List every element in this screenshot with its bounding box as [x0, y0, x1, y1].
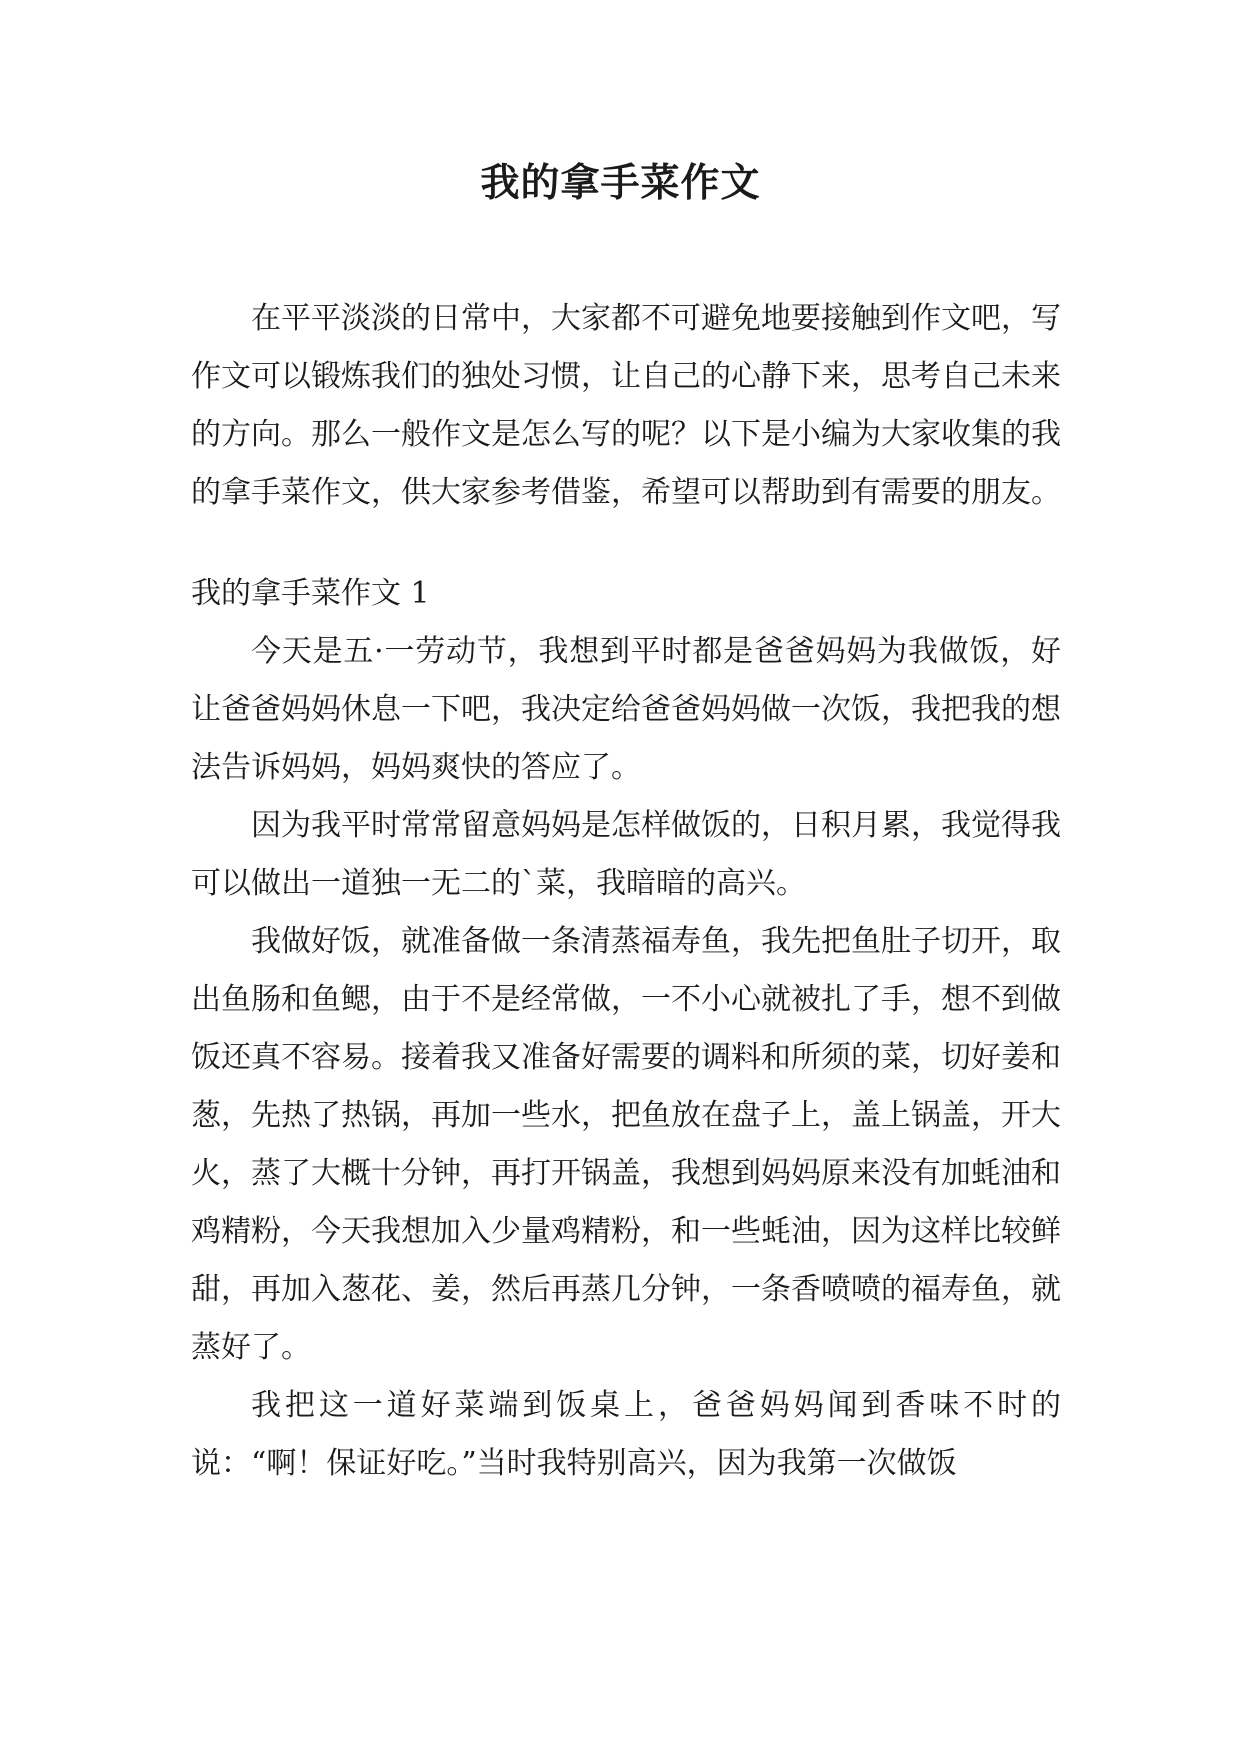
intro-paragraph: 在平平淡淡的日常中，大家都不可避免地要接触到作文吧，写作文可以锻炼我们的独处习惯，让自己的心静下来，思考自己未来的方向。那么一般作文是怎么写的呢？以下是小编为大家收集的我的拿手菜作文，供大家参考借鉴，希望可以帮助到有需要的朋友。 — [191, 301, 1061, 510]
body-paragraph: 我把这一道好菜端到饭桌上，爸爸妈妈闻到香味不时的说：“啊！保证好吃。”当时我特别高兴，因为我第一次做饭 — [191, 1388, 1061, 1481]
document-body — [191, 290, 1061, 1493]
section-heading: 我的拿手菜作文 1 — [191, 576, 430, 611]
body-paragraph: 因为我平时常常留意妈妈是怎样做饭的，日积月累，我觉得我可以做出一道独一无二的`菜，我暗暗的高兴。 — [191, 808, 1061, 901]
section-gap — [191, 522, 1061, 565]
body-paragraph: 今天是五·一劳动节，我想到平时都是爸爸妈妈为我做饭，好让爸爸妈妈休息一下吧，我决定给爸爸妈妈做一次饭，我把我的想法告诉妈妈，妈妈爽快的答应了。 — [191, 634, 1061, 785]
document-title: 我的拿手菜作文 — [480, 160, 761, 206]
body-paragraph: 我做好饭，就准备做一条清蒸福寿鱼，我先把鱼肚子切开，取出鱼肠和鱼鳃，由于不是经常做，一不小心就被扎了手，想不到做饭还真不容易。接着我又准备好需要的调料和所须的菜，切好姜和葱，先热了热锅，再加一些水，把鱼放在盘子上，盖上锅盖，开大火，蒸了大概十分钟，再打开锅盖，我想到妈妈原来没有加蚝油和鸡精粉，今天我想加入少量鸡精粉，和一些蚝油，因为这样比较鲜甜，再加入葱花、姜，然后再蒸几分钟，一条香喷喷的福寿鱼，就蒸好了。 — [191, 924, 1061, 1365]
